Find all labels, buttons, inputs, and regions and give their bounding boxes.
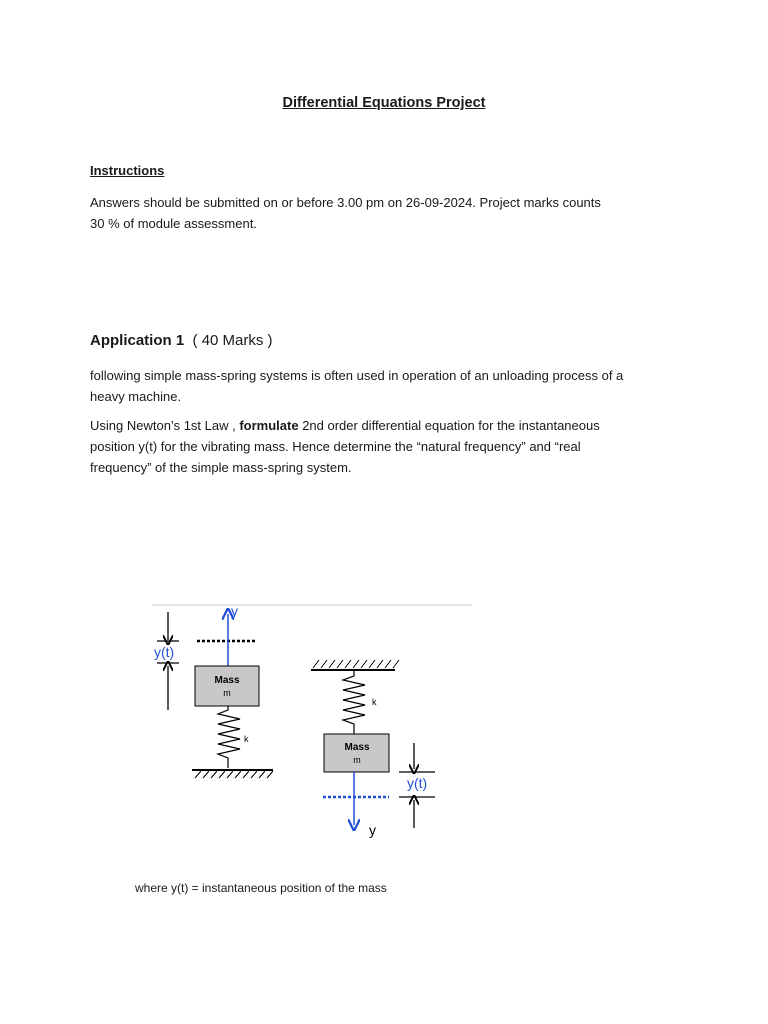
application-heading [90, 332, 273, 349]
app-para1-line2: heavy machine. [90, 389, 182, 404]
application-paragraph-2 [90, 415, 675, 478]
page-title: Differential Equations Project [282, 95, 486, 111]
right-mass-label: Mass [344, 742, 370, 753]
application-label: Application 1 [90, 332, 185, 349]
right-y-label: y [369, 822, 376, 838]
diagram-caption: where y(t) = instantaneous position of the mass [135, 881, 387, 895]
right-disp-label: y(t) [407, 775, 428, 791]
left-ground-hatch [195, 771, 273, 778]
application-marks: ( 40 Marks ) [192, 332, 273, 349]
right-mass-block [324, 734, 389, 772]
instructions-heading: Instructions [90, 163, 165, 178]
left-mass-sub: m [223, 688, 231, 698]
mass-spring-diagram [145, 600, 480, 845]
left-disp-label: y(t) [154, 644, 175, 660]
left-mass-label: Mass [214, 675, 240, 686]
app-para2-pre: Using Newton’s 1st Law , [90, 418, 240, 433]
application-paragraph-1 [90, 365, 675, 407]
right-spring-label: k [372, 697, 377, 707]
left-system [154, 603, 273, 778]
right-mass-sub: m [353, 755, 361, 765]
app-para2-post: 2nd order differential equation for the instantaneous [298, 418, 600, 433]
left-y-label: y [231, 603, 238, 619]
instructions-paragraph [90, 192, 675, 234]
instructions-line-1: Answers should be submitted on or before 3.00 pm on 26-09-2024. Project marks counts [90, 195, 601, 210]
right-spring [343, 670, 365, 734]
left-spring [218, 706, 240, 768]
right-ceiling-hatch [313, 660, 399, 668]
left-spring-label: k [244, 734, 249, 744]
app-para2-line2: position y(t) for the vibrating mass. Hence determine the “natural frequency” and “real [90, 439, 581, 454]
app-para2-line3: frequency” of the simple mass-spring system. [90, 460, 352, 475]
left-mass-block [195, 666, 259, 706]
app-para1-line1: following simple mass-spring systems is often used in operation of an unloading process of a [90, 368, 624, 383]
right-system [311, 660, 435, 838]
instructions-line-2: 30 % of module assessment. [90, 216, 257, 231]
app-para2-bold: formulate [239, 418, 299, 433]
